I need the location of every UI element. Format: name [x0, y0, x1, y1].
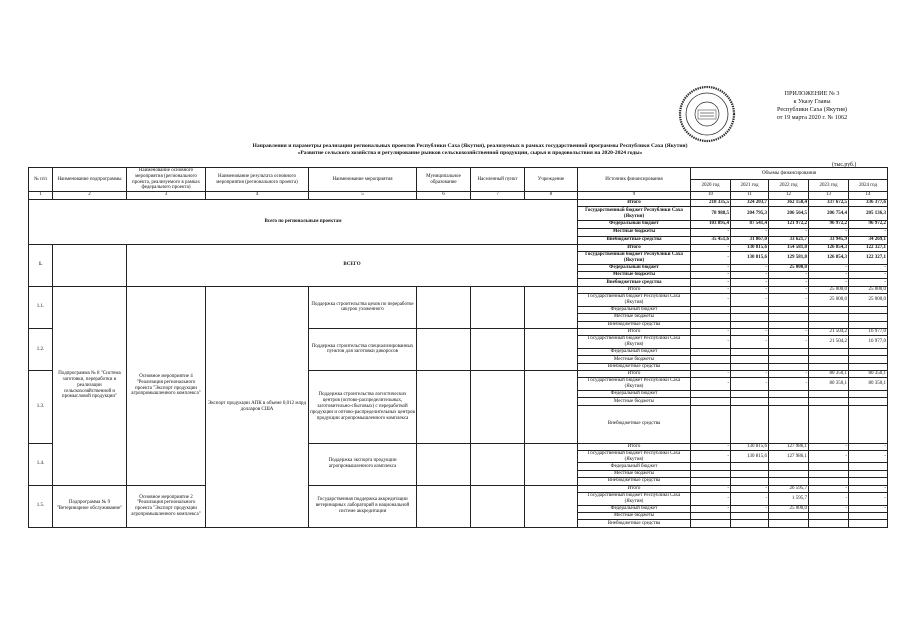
amount-cell [769, 306, 809, 313]
amount-cell: - [769, 378, 809, 391]
amount-cell [691, 398, 731, 405]
source-label: Внебюджетные средства [578, 520, 691, 527]
amount-cell: 78 988,5 [691, 207, 731, 220]
header-institution: Учреждение [525, 168, 578, 192]
amount-cell: - [731, 271, 769, 278]
event-name: Поддержка экспорта продукции агропромышленного комплекса [309, 443, 417, 485]
amount-cell: 337 672,5 [809, 199, 849, 207]
amount-cell: - [731, 371, 769, 378]
amount-cell: - [691, 286, 731, 293]
institution-cell [525, 286, 578, 328]
settlement-cell [471, 371, 525, 444]
document-title [150, 143, 790, 157]
amount-cell: - [691, 328, 731, 335]
amount-cell: - [849, 264, 888, 271]
amount-cell [731, 391, 769, 398]
amount-cell [769, 470, 809, 477]
amount-cell: - [769, 271, 809, 278]
source-label: Федеральный бюджет [578, 220, 691, 228]
amount-cell: 33 945,9 [809, 236, 849, 244]
amount-cell [731, 520, 769, 527]
institution-cell [525, 371, 578, 444]
municipal-cell [417, 286, 471, 328]
amount-cell: 25 000,0 [849, 286, 888, 293]
amount-cell [691, 348, 731, 355]
amount-cell: - [849, 450, 888, 463]
amount-cell [731, 363, 769, 370]
amount-cell [849, 478, 888, 485]
amount-cell [691, 306, 731, 313]
amount-cell: 25 000,0 [849, 294, 888, 307]
appendix-decree: к Указу Главы [793, 98, 831, 105]
event-name: Поддержка строительства специализированных пунктов для заготовки дикоросов [309, 328, 417, 370]
amount-cell [731, 512, 769, 519]
amount-cell: - [769, 294, 809, 307]
appendix-block [737, 90, 887, 122]
amount-cell: 122 327,1 [849, 251, 888, 264]
amount-cell [849, 405, 888, 443]
amount-cell: - [809, 228, 849, 236]
source-label: Федеральный бюджет [578, 264, 691, 271]
amount-cell: - [809, 450, 849, 463]
amount-cell: - [691, 244, 731, 251]
event-name: Поддержка строительства цехов по переработке шкурок ухоженного [309, 286, 417, 328]
municipal-cell [417, 443, 471, 485]
item-number: 1.5. [29, 485, 53, 527]
header-year: 2023 год [809, 180, 849, 192]
header-row [29, 168, 888, 180]
source-label: Государственный бюджет Республики Саха (Якутия) [578, 450, 691, 463]
source-label: Местные бюджеты [578, 470, 691, 477]
amount-cell: 130 815,6 [731, 244, 769, 251]
amount-cell: 324 203,7 [731, 199, 769, 207]
source-label: Итого [578, 443, 691, 450]
amount-cell [809, 314, 849, 321]
amount-cell: 121 972,2 [769, 220, 809, 228]
unit-label: (тыс.руб.) [832, 162, 857, 168]
amount-cell [849, 321, 888, 328]
amount-cell: 31 867,0 [731, 236, 769, 244]
amount-cell: 21 504,2 [809, 328, 849, 335]
header-settlement: Населенный пункт [471, 168, 525, 192]
amount-cell [809, 398, 849, 405]
amount-cell: 126 854,3 [809, 244, 849, 251]
amount-cell: 336 377,6 [849, 199, 888, 207]
column-number: 8 [525, 192, 578, 199]
source-label: Итого [578, 244, 691, 251]
column-numbers-row [29, 192, 888, 199]
amount-cell: 80 350,1 [849, 378, 888, 391]
source-label: Местные бюджеты [578, 398, 691, 405]
amount-cell: - [849, 443, 888, 450]
source-label: Федеральный бюджет [578, 306, 691, 313]
table-row [29, 244, 888, 251]
header-year: 2020 год [691, 180, 731, 192]
amount-cell: - [809, 279, 849, 286]
amount-cell [691, 363, 731, 370]
amount-cell: - [691, 294, 731, 307]
amount-cell: 130 815,6 [731, 443, 769, 450]
column-number: 4 [206, 192, 309, 199]
amount-cell: 126 854,3 [809, 251, 849, 264]
amount-cell: 80 350,1 [809, 371, 849, 378]
amount-cell: - [691, 443, 731, 450]
amount-cell: 127 986,1 [769, 443, 809, 450]
amount-cell [691, 470, 731, 477]
amount-cell: 16 977,0 [849, 328, 888, 335]
amount-cell [849, 348, 888, 355]
amount-cell [769, 463, 809, 470]
amount-cell [691, 405, 731, 443]
amount-cell [849, 356, 888, 363]
item-number: 1.3. [29, 371, 53, 444]
source-label: Итого [578, 328, 691, 335]
column-number: 12 [769, 192, 809, 199]
amount-cell [809, 405, 849, 443]
all-regional-label: Всего по региональным проектам [29, 199, 578, 244]
column-number: 1 [29, 192, 53, 199]
table-row [29, 485, 888, 492]
section-total-label: ВСЕГО [127, 244, 578, 286]
column-number: 14 [849, 192, 888, 199]
amount-cell: - [731, 492, 769, 505]
amount-cell [769, 391, 809, 398]
header-year: 2022 год [769, 180, 809, 192]
amount-cell [769, 405, 809, 443]
amount-cell: 35 451,6 [691, 236, 731, 244]
amount-cell [691, 391, 731, 398]
amount-cell: 25 000,0 [769, 264, 809, 271]
amount-cell [769, 348, 809, 355]
official-seal [678, 85, 736, 143]
source-label: Государственный бюджет Республики Саха (Якутия) [578, 492, 691, 505]
header-volumes: Объемы финансирования [691, 168, 888, 180]
amount-cell: - [691, 505, 731, 512]
source-label: Внебюджетные средства [578, 405, 691, 443]
table-row [29, 286, 888, 293]
amount-cell: - [691, 228, 731, 236]
event-name: Поддержка строительства логистических центров (оптово-распределительных, заготовительно-сбытовых) с переработкой продукции и оптово-распределительных центров продукции агропромышленного комплекса [309, 371, 417, 444]
column-number: 6 [417, 192, 471, 199]
amount-cell [809, 512, 849, 519]
header-year: 2021 год [731, 180, 769, 192]
amount-cell: 154 581,8 [769, 244, 809, 251]
amount-cell: 206 564,5 [769, 207, 809, 220]
item-number: 1.1. [29, 286, 53, 328]
amount-cell: - [809, 443, 849, 450]
source-label: Государственный бюджет Республики Саха (Якутия) [578, 336, 691, 349]
amount-cell [731, 470, 769, 477]
amount-cell: - [731, 328, 769, 335]
source-label: Внебюджетные средства [578, 321, 691, 328]
amount-cell: - [731, 228, 769, 236]
source-label: Государственный бюджет Республики Саха (Якутия) [578, 207, 691, 220]
appendix-date: от 19 марта 2020 г. № 1062 [776, 114, 848, 121]
amount-cell [769, 356, 809, 363]
amount-cell [849, 398, 888, 405]
amount-cell: - [691, 336, 731, 349]
source-label: Государственный бюджет Республики Саха (Якутия) [578, 294, 691, 307]
column-number: 10 [691, 192, 731, 199]
item-number: 1.2. [29, 328, 53, 370]
settlement-cell [471, 286, 525, 328]
amount-cell [691, 478, 731, 485]
amount-cell: 122 327,1 [849, 244, 888, 251]
amount-cell [731, 398, 769, 405]
source-label: Местные бюджеты [578, 512, 691, 519]
amount-cell [691, 314, 731, 321]
amount-cell: - [809, 264, 849, 271]
header-year: 2024 год [849, 180, 888, 192]
header-source: Источник финансирования [578, 168, 691, 192]
source-label: Итого [578, 485, 691, 492]
title-line-2: «Развитие сельского хозяйства и регулирование рынков сельскохозяйственной продукции, сырья и продовольствия на 2020-2024 годы» [297, 150, 643, 156]
amount-cell: - [849, 505, 888, 512]
amount-cell: 205 136,3 [849, 207, 888, 220]
column-number: 7 [471, 192, 525, 199]
amount-cell [769, 512, 809, 519]
municipal-cell [417, 485, 471, 527]
title-line-1: Направления и параметры реализации региональных проектов Республики Саха (Якутия), реализуемых в рамках государственной программы Республики Саха (Якутия) [252, 143, 688, 149]
amount-cell [809, 470, 849, 477]
amount-cell: - [691, 271, 731, 278]
amount-cell [691, 321, 731, 328]
amount-cell: - [691, 378, 731, 391]
municipal-cell [417, 371, 471, 444]
amount-cell: 130 815,6 [731, 251, 769, 264]
subprogram-9-name: Подпрограмма № 9 "Ветеринарное обслуживание" [53, 485, 127, 527]
amount-cell: 33 621,7 [769, 236, 809, 244]
settlement-cell [471, 328, 525, 370]
amount-cell: 129 581,8 [769, 251, 809, 264]
source-label: Внебюджетные средства [578, 363, 691, 370]
amount-cell: 204 795,3 [731, 207, 769, 220]
source-label: Государственный бюджет Республики Саха (Якутия) [578, 251, 691, 264]
main-event-2-name: Основное мероприятие 2 "Реализация регионального проекта "Экспорт продукции агропромышленного комплекса" [127, 485, 206, 527]
amount-cell: - [769, 279, 809, 286]
source-label: Местные бюджеты [578, 356, 691, 363]
amount-cell: 25 000,0 [809, 294, 849, 307]
amount-cell: - [691, 450, 731, 463]
amount-cell [731, 463, 769, 470]
amount-cell [731, 321, 769, 328]
amount-cell: - [769, 228, 809, 236]
amount-cell: - [809, 492, 849, 505]
amount-cell: - [849, 271, 888, 278]
amount-cell [691, 356, 731, 363]
amount-cell: 80 350,1 [849, 371, 888, 378]
amount-cell: 206 754,4 [809, 207, 849, 220]
amount-cell: - [731, 336, 769, 349]
header-municipal: Муниципальное образование [417, 168, 471, 192]
amount-cell: - [849, 485, 888, 492]
column-number: 11 [731, 192, 769, 199]
amount-cell: - [769, 328, 809, 335]
amount-cell [769, 314, 809, 321]
column-number: 3 [127, 192, 206, 199]
amount-cell: - [849, 279, 888, 286]
amount-cell [849, 306, 888, 313]
appendix-republic: Республики Саха (Якутия) [777, 106, 847, 113]
source-label: Итого [578, 371, 691, 378]
main-event-4-name: Основное мероприятие 4 "Реализация регионального проекта "Экспорт продукции агропромышленного комплекса" [127, 286, 206, 485]
amount-cell [731, 306, 769, 313]
amount-cell [849, 520, 888, 527]
amount-cell [691, 512, 731, 519]
amount-cell: - [769, 336, 809, 349]
amount-cell [769, 363, 809, 370]
amount-cell [731, 405, 769, 443]
section-spacer [53, 244, 127, 286]
header-num: № п/п [29, 168, 53, 192]
header-event: Наименование мероприятия [309, 168, 417, 192]
source-label: Местные бюджеты [578, 314, 691, 321]
amount-cell: - [691, 279, 731, 286]
amount-cell: 362 158,4 [769, 199, 809, 207]
amount-cell: - [691, 264, 731, 271]
amount-cell [769, 478, 809, 485]
amount-cell: 218 335,5 [691, 199, 731, 207]
column-number: 13 [809, 192, 849, 199]
amount-cell: - [691, 371, 731, 378]
municipal-cell [417, 328, 471, 370]
source-label: Внебюджетные средства [578, 279, 691, 286]
source-label: Федеральный бюджет [578, 505, 691, 512]
amount-cell: 21 504,2 [809, 336, 849, 349]
amount-cell [691, 463, 731, 470]
source-label: Внебюджетные средства [578, 236, 691, 244]
table-row [29, 199, 888, 207]
amount-cell [849, 512, 888, 519]
amount-cell: - [731, 505, 769, 512]
amount-cell [731, 478, 769, 485]
amount-cell: - [849, 492, 888, 505]
amount-cell [731, 356, 769, 363]
amount-cell: - [809, 485, 849, 492]
amount-cell: 16 977,0 [849, 336, 888, 349]
column-number: 2 [53, 192, 127, 199]
amount-cell [809, 363, 849, 370]
amount-cell: - [731, 286, 769, 293]
amount-cell: 1 595,7 [769, 492, 809, 505]
amount-cell: 26 595,7 [769, 485, 809, 492]
source-label: Местные бюджеты [578, 228, 691, 236]
header-result: Наименование результата основного мероприятия (регионального проекта) [206, 168, 309, 192]
amount-cell: 25 000,0 [769, 505, 809, 512]
appendix-number: ПРИЛОЖЕНИЕ № 3 [784, 90, 840, 97]
result-export: Экспорт продукции АПК в объеме 0,012 млрд долларов США [206, 286, 309, 527]
header-subprogram: Наименование подпрограммы [53, 168, 127, 192]
amount-cell: 25 000,0 [809, 286, 849, 293]
amount-cell: - [731, 378, 769, 391]
amount-cell: - [731, 264, 769, 271]
amount-cell: 130 815,6 [731, 450, 769, 463]
amount-cell: 127 986,1 [769, 450, 809, 463]
amount-cell: - [769, 371, 809, 378]
amount-cell: 34 269,1 [849, 236, 888, 244]
settlement-cell [471, 443, 525, 485]
amount-cell [809, 356, 849, 363]
amount-cell: - [731, 485, 769, 492]
amount-cell: - [809, 271, 849, 278]
amount-cell: 96 972,2 [809, 220, 849, 228]
amount-cell [809, 306, 849, 313]
amount-cell [809, 391, 849, 398]
amount-cell: - [691, 492, 731, 505]
source-label: Федеральный бюджет [578, 348, 691, 355]
amount-cell [809, 348, 849, 355]
amount-cell [849, 470, 888, 477]
header-main-event: Наименование основного мероприятия (регионального проекта, реализуемого в рамках федерального проекта) [127, 168, 206, 192]
amount-cell: - [731, 279, 769, 286]
amount-cell [849, 391, 888, 398]
column-number: 5 [309, 192, 417, 199]
source-label: Внебюджетные средства [578, 478, 691, 485]
source-label: Государственный бюджет Республики Саха (Якутия) [578, 378, 691, 391]
amount-cell [849, 463, 888, 470]
column-number: 9 [578, 192, 691, 199]
amount-cell: - [769, 286, 809, 293]
amount-cell [849, 363, 888, 370]
item-number: 1.4. [29, 443, 53, 485]
amount-cell [809, 321, 849, 328]
amount-cell [731, 314, 769, 321]
amount-cell: - [731, 294, 769, 307]
amount-cell [849, 314, 888, 321]
amount-cell [731, 348, 769, 355]
amount-cell [769, 398, 809, 405]
amount-cell: 103 895,4 [691, 220, 731, 228]
subprogram-8-name: Подпрограмма № 8 "Система заготовки, переработки и реализации сельскохозяйственной и промысловой продукции" [53, 286, 127, 485]
amount-cell: 87 541,4 [731, 220, 769, 228]
amount-cell: - [849, 228, 888, 236]
amount-cell: 80 350,1 [809, 378, 849, 391]
amount-cell [809, 478, 849, 485]
source-label: Местные бюджеты [578, 271, 691, 278]
source-label: Итого [578, 286, 691, 293]
event-name: Государственная поддержка аккредитации ветеринарных лабораторий в национальной системе аккредитации [309, 485, 417, 527]
source-label: Федеральный бюджет [578, 391, 691, 398]
institution-cell [525, 485, 578, 527]
settlement-cell [471, 485, 525, 527]
institution-cell [525, 443, 578, 485]
source-label: Итого [578, 199, 691, 207]
amount-cell [809, 520, 849, 527]
amount-cell [691, 520, 731, 527]
amount-cell [769, 520, 809, 527]
amount-cell: - [691, 485, 731, 492]
amount-cell: 96 972,2 [849, 220, 888, 228]
amount-cell [809, 463, 849, 470]
amount-cell [769, 321, 809, 328]
amount-cell: - [691, 251, 731, 264]
financing-table [28, 167, 888, 528]
amount-cell: - [809, 505, 849, 512]
institution-cell [525, 328, 578, 370]
source-label: Федеральный бюджет [578, 463, 691, 470]
section-number: 1. [29, 244, 53, 286]
